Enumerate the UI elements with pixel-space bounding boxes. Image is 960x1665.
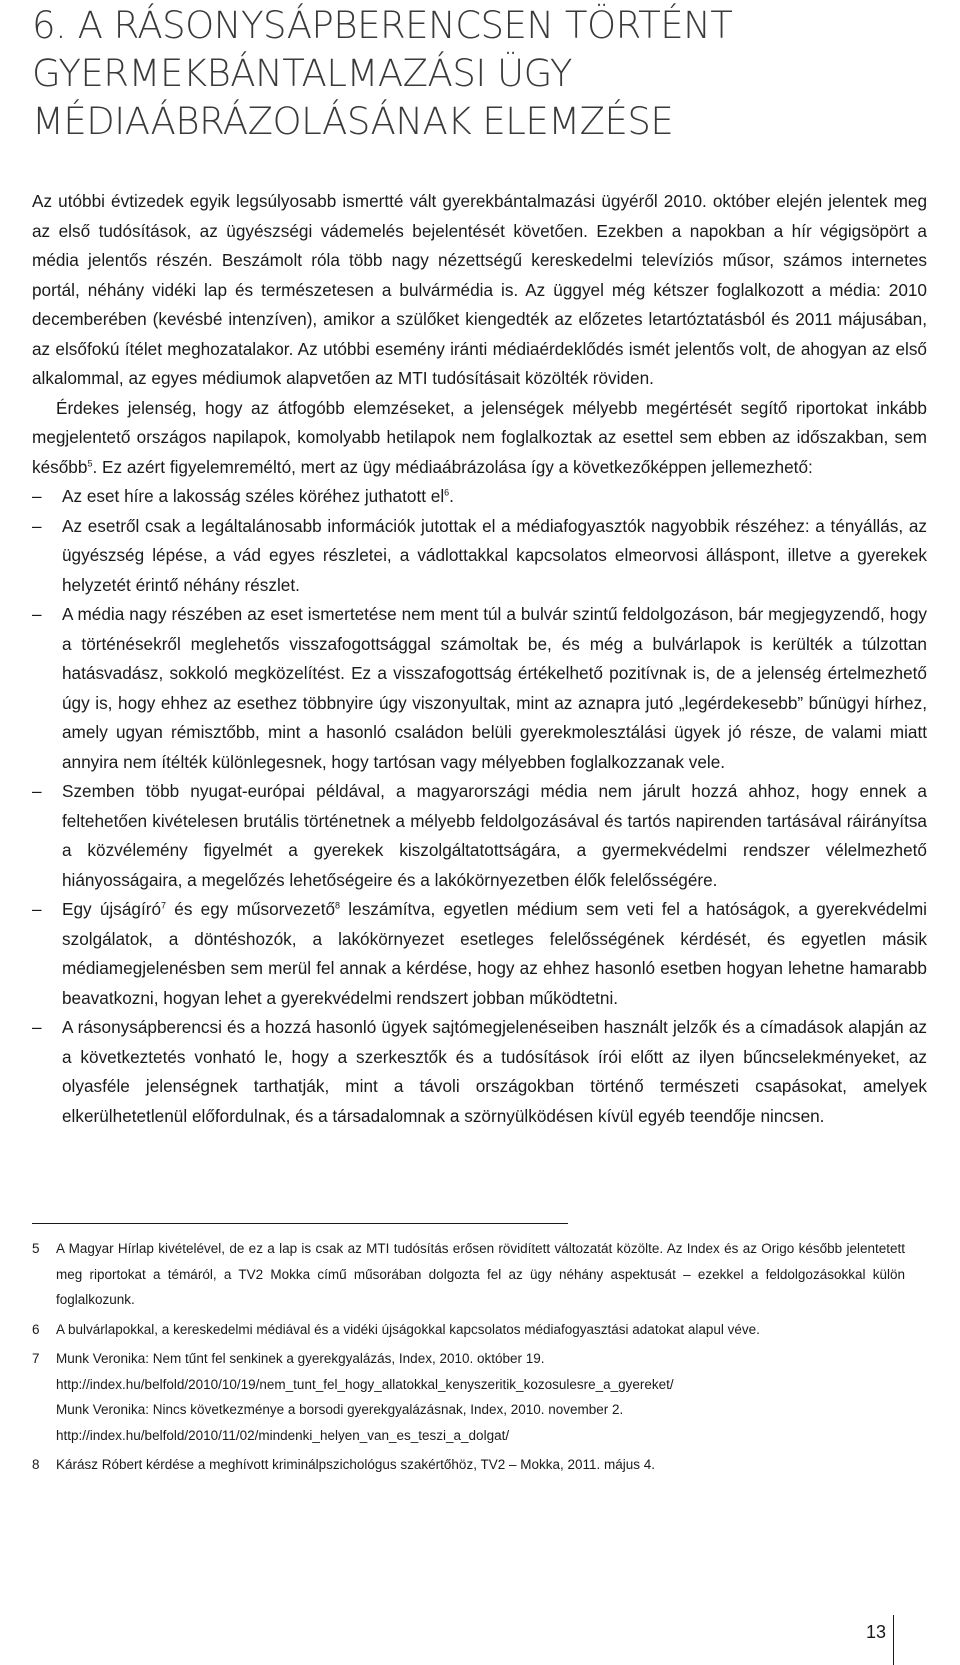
page-number: 13 xyxy=(866,1622,887,1642)
bullet-dash: – xyxy=(32,1017,42,1037)
chapter-title-line-3: MÉDIAÁBRÁZOLÁSÁNAK ELEMZÉSE xyxy=(32,100,674,143)
footnote-7-link-2[interactable]: http://index.hu/belfold/2010/11/02/mindenki_helyen_van_es_teszi_a_dolgat/ xyxy=(56,1427,510,1443)
footnote-7 xyxy=(32,1346,905,1448)
footnote-number: 8 xyxy=(32,1457,40,1472)
footnote-ref-7[interactable]: 7 xyxy=(161,900,167,911)
bullet-item-3 xyxy=(32,600,927,777)
bullet-4-text: Szemben több nyugat-európai példával, a magyarországi média nem járult hozzá ahhoz, hogy ennek a feltehetően kivételesen brutális történetnek a mélyebb feldolgozásával és tartós napirenden tartásával ráirányítsa a közvélemény figyelmét a gyerekek kiszolgáltatottságára, a gyermekvédelmi rendszer vélelmezhető hiányosságaira, a megelőzés lehetőségeire és a lakókörnyezetben élők felelősségére. xyxy=(62,781,927,890)
paragraph-2 xyxy=(32,394,927,483)
footnote-5 xyxy=(32,1236,905,1313)
bullet-2-text: Az esetről csak a legáltalánosabb információk jutottak el a médiafogyasztók nagyobbik részéhez: a tényállás, az ügyészség lépése, a vád egyes részletei, a vádlottakkal kapcsolatos elmeorvosi álláspont, illetve a gyerekek helyzetét érintő néhány részlet. xyxy=(62,515,927,595)
bullet-1-text-a: Az eset híre a lakosság széles köréhez juthatott el xyxy=(62,486,445,506)
chapter-title-line-1: 6. A RÁSONYSÁPBERENCSEN TÖRTÉNT xyxy=(32,4,733,47)
bullet-item-5 xyxy=(32,895,927,1013)
footnotes xyxy=(32,1236,905,1482)
footnote-number: 5 xyxy=(32,1241,40,1256)
bullet-5-text-a: Egy újságíró xyxy=(62,899,162,919)
footnote-6 xyxy=(32,1317,905,1343)
bullet-5-text-c: leszámítva, egyetlen médium sem veti fel a hatóságok, a gyerekvédelmi szolgálatok, a döntéshozók, a lakókörnyezet esetleges felelősségének kérdését, és egyetlen másik médiamegjelenésben sem merül fel annak a kérdése, hogy az ehhez hasonló esetben hogyan lehetne hamarabb beavatkozni, hogyan lehet a gyerekvédelmi rendszert jobban működtetni. xyxy=(62,899,927,1008)
chapter-title xyxy=(32,2,932,146)
footnote-7-citation-2: Munk Veronika: Nincs következménye a borsodi gyerekgyalázásnak, Index, 2010. november 2. xyxy=(56,1402,624,1417)
footnote-8 xyxy=(32,1452,905,1478)
bullet-dash: – xyxy=(32,515,42,536)
footnote-7-citation-1: Munk Veronika: Nem tűnt fel senkinek a gyerekgyalázás, Index, 2010. október 19. xyxy=(56,1351,545,1366)
bullet-dash: – xyxy=(32,899,42,919)
bullet-dash: – xyxy=(32,781,42,801)
footnote-ref-8[interactable]: 8 xyxy=(335,900,341,911)
paragraph-2-text-a: Érdekes jelenség, hogy az átfogóbb elemzéseket, a jelenségek mélyebb megértését segítő riportokat inkább megjelentető országos napilapok, komolyabb hetilapok nem foglalkoztak az esettel sem ebben az időszakban, sem később xyxy=(32,397,927,477)
bullet-3-text: A média nagy részében az eset ismertetése nem ment túl a bulvár szintű feldolgozáson, bár megjegyzendő, hogy a történésekről meglehetős visszafogottsággal számoltak be, és még a bulvárlapok is kerülték a túlzottan hatásvadász, sokkoló megközelítést. Ez a visszafogottság értékelhető pozitívnak is, de a jelenség értelmezhető úgy is, hogy ehhez az esethez többnyire úgy viszonyultak, mint az aznapra jutó „legérdekesebb” bűnügyi hírhez, amely ugyan rémisztőbb, mint a hasonló családon belüli gyerekmolesztálási ügyek jó része, de valami miatt annyira nem ítélték különlegesnek, hogy tartósan vagy mélyebben foglalkozzanak vele. xyxy=(62,604,927,772)
footnote-number: 7 xyxy=(32,1351,40,1366)
paragraph-2-text-b: . Ez azért figyelemreméltó, mert az ügy médiaábrázolása így a következőképpen jellemezhető: xyxy=(92,456,813,477)
page-number-rule xyxy=(893,1615,894,1665)
bullet-1-text-b: . xyxy=(449,486,454,506)
footnote-5-text: A Magyar Hírlap kivételével, de ez a lap is csak az MTI tudósítás erősen rövidített változatát közölte. Az Index és az Origo később jelentetett meg riportokat a témáról, a TV2 Mokka című műsorában dolgozta fel az ügy néhány aspektusát – ezekkel a feldolgozásokkal külön foglalkozunk. xyxy=(56,1241,905,1307)
footnote-7-link-1[interactable]: http://index.hu/belfold/2010/10/19/nem_tunt_fel_hogy_allatokkal_kenyszeritik_kozosulesre_a_gyereket/ xyxy=(56,1376,674,1392)
bullet-item-1 xyxy=(32,482,927,512)
bullet-item-2 xyxy=(32,512,927,601)
footnote-separator xyxy=(32,1223,568,1224)
bullet-item-6 xyxy=(32,1013,927,1131)
footnote-8-text: Kárász Róbert kérdése a meghívott kriminálpszichológus szakértőhöz, TV2 – Mokka, 2011. május 4. xyxy=(56,1457,656,1472)
bullet-dash: – xyxy=(32,486,42,506)
footnote-6-text: A bulvárlapokkal, a kereskedelmi médiával és a vidéki újságokkal kapcsolatos médiafogyasztási adatokat alapul véve. xyxy=(56,1321,760,1337)
bullet-dash: – xyxy=(32,604,42,624)
footnote-ref-6[interactable]: 6 xyxy=(444,487,450,498)
body-text xyxy=(32,187,927,1131)
bullet-item-4 xyxy=(32,777,927,895)
footnote-number: 6 xyxy=(32,1321,40,1337)
bullet-5-text-b: és egy műsorvezető xyxy=(166,899,336,919)
paragraph-1: Az utóbbi évtizedek egyik legsúlyosabb ismertté vált gyerekbántalmazási ügyéről 2010. október elején jelentek meg az első tudósítások, az ügyészségi vádemelés bejelentését követően. Ezekben a napokban a hír végigsöpört a média jelentős részén. Beszámolt róla több nagy nézettségű kereskedelmi televíziós műsor, számos internetes portál, néhány vidéki lap és természetesen a bulvármédia is. Az üggyel még kétszer foglalkozott a média: 2010 decemberében (kevésbé intenzíven), amikor a szülőket kiengedték az előzetes letartóztatásból és 2011 májusában, az elsőfokú ítélet meghozatalakor. Az utóbbi esemény iránti médiaérdeklődés ismét jelentős volt, de ahogyan az első alkalommal, az egyes médiumok alapvetően az MTI tudósításait közölték röviden. xyxy=(32,191,927,388)
bullet-6-text: A rásonysápberencsi és a hozzá hasonló ügyek sajtómegjelenéseiben használt jelzők és a címadások alapján az a következtetés vonható le, hogy a szerkesztők és a tudósítások írói előtt az ilyen bűncselekményeket, az olyasféle jelenségnek tarthatják, mint a távoli országokban történő természeti csapásokat, amelyek elkerülhetetlenül előfordulnak, és a társadalomnak a szörnyülködésen kívül egyéb teendője nincsen. xyxy=(62,1017,927,1126)
chapter-title-line-2: GYERMEKBÁNTALMAZÁSI ÜGY xyxy=(32,52,573,95)
footnote-ref-5[interactable]: 5 xyxy=(87,457,93,468)
